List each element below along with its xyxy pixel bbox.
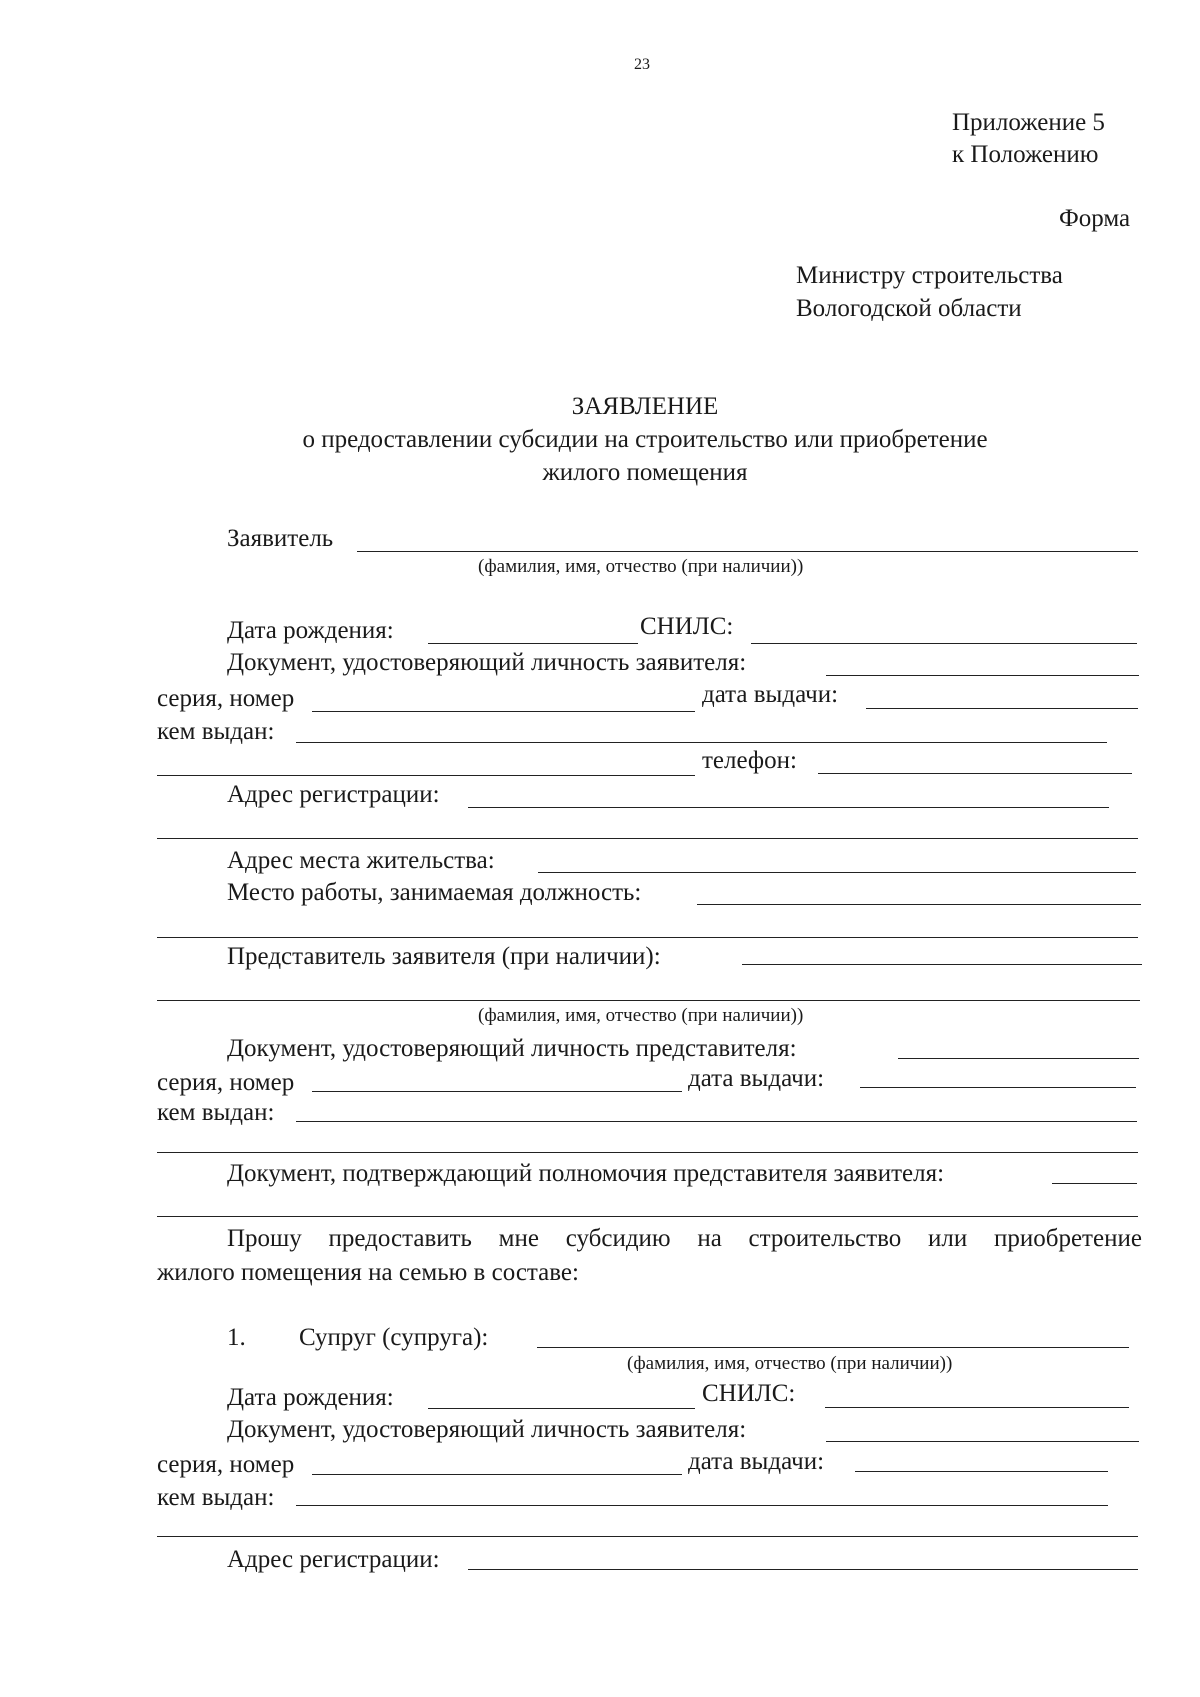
appendix-number: Приложение 5	[952, 109, 1105, 136]
spouse-reg-address-field[interactable]	[468, 1569, 1138, 1570]
spouse-issued-by-label: кем выдан:	[157, 1484, 275, 1511]
spouse-number: 1.	[227, 1324, 246, 1351]
applicant-label: Заявитель	[227, 525, 334, 552]
request-word: на	[697, 1225, 722, 1252]
applicant-residence-address-field[interactable]	[538, 872, 1136, 873]
document-title: ЗАЯВЛЕНИЕ	[571, 393, 719, 420]
appendix-reference: к Положению	[952, 141, 1099, 168]
request-word: или	[928, 1225, 968, 1252]
applicant-snils-label: СНИЛС:	[640, 613, 734, 640]
representative-id-document-field[interactable]	[898, 1058, 1139, 1059]
applicant-issued-by-label: кем выдан:	[157, 718, 275, 745]
applicant-issued-by-field-continued[interactable]	[157, 775, 695, 776]
applicant-workplace-label: Место работы, занимаемая должность:	[227, 879, 642, 906]
spouse-issue-date-label: дата выдачи:	[688, 1448, 825, 1475]
request-paragraph-line-1	[227, 1224, 1142, 1254]
representative-series-number-label: серия, номер	[157, 1069, 295, 1096]
document-subtitle-line-1: о предоставлении субсидии на строительство или приобретение	[302, 426, 988, 453]
spouse-label: Супруг (супруга):	[299, 1324, 489, 1351]
spouse-name-caption: (фамилия, имя, отчество (при наличии))	[627, 1353, 953, 1374]
applicant-issued-by-field[interactable]	[296, 742, 1107, 743]
request-word: мне	[498, 1225, 539, 1252]
representative-authority-doc-field[interactable]	[1052, 1183, 1137, 1184]
representative-id-document-label: Документ, удостоверяющий личность представителя:	[227, 1035, 797, 1062]
request-word: приобретение	[993, 1225, 1142, 1252]
spouse-series-number-field[interactable]	[312, 1474, 682, 1475]
applicant-birth-date-field[interactable]	[428, 643, 638, 644]
page-number: 23	[634, 56, 650, 73]
spouse-issued-by-field[interactable]	[296, 1505, 1108, 1506]
applicant-phone-label: телефон:	[702, 747, 797, 774]
spouse-birth-date-field[interactable]	[428, 1408, 695, 1409]
spouse-birth-date-label: Дата рождения:	[227, 1384, 394, 1411]
request-word: предоставить	[328, 1225, 472, 1252]
applicant-snils-field[interactable]	[751, 643, 1137, 644]
document-subtitle-line-2: жилого помещения	[542, 459, 748, 486]
applicant-id-document-field[interactable]	[826, 675, 1139, 676]
spouse-snils-field[interactable]	[825, 1407, 1129, 1408]
applicant-name-field[interactable]	[357, 551, 1138, 552]
spouse-snils-label: СНИЛС:	[702, 1380, 796, 1407]
spouse-issued-by-field-continued[interactable]	[157, 1536, 1138, 1537]
form-label: Форма	[1059, 205, 1131, 232]
representative-issued-by-label: кем выдан:	[157, 1099, 275, 1126]
representative-issue-date-label: дата выдачи:	[688, 1065, 825, 1092]
applicant-name-caption: (фамилия, имя, отчество (при наличии))	[478, 556, 804, 577]
request-word: строительство	[748, 1225, 902, 1252]
applicant-reg-address-field[interactable]	[468, 807, 1109, 808]
applicant-workplace-field[interactable]	[697, 904, 1141, 905]
addressee-line-1: Министру строительства	[796, 262, 1063, 289]
representative-issued-by-field[interactable]	[296, 1121, 1137, 1122]
representative-name-field-continued[interactable]	[157, 1000, 1140, 1001]
representative-name-field[interactable]	[742, 964, 1142, 965]
applicant-issue-date-field[interactable]	[866, 708, 1138, 709]
representative-name-caption: (фамилия, имя, отчество (при наличии))	[478, 1005, 804, 1026]
applicant-reg-address-label: Адрес регистрации:	[227, 781, 440, 808]
applicant-workplace-field-continued[interactable]	[157, 937, 1138, 938]
spouse-id-document-field[interactable]	[826, 1441, 1139, 1442]
request-paragraph-line-2: жилого помещения на семью в составе:	[157, 1259, 579, 1286]
representative-label: Представитель заявителя (при наличии):	[227, 943, 661, 970]
spouse-series-number-label: серия, номер	[157, 1451, 295, 1478]
request-word: Прошу	[227, 1225, 302, 1252]
applicant-reg-address-field-continued[interactable]	[157, 838, 1138, 839]
representative-issued-by-field-continued[interactable]	[157, 1152, 1138, 1153]
applicant-phone-field[interactable]	[818, 773, 1132, 774]
request-word: субсидию	[565, 1225, 671, 1252]
applicant-series-number-label: серия, номер	[157, 685, 295, 712]
spouse-id-document-label: Документ, удостоверяющий личность заявителя:	[227, 1416, 747, 1443]
representative-authority-doc-field-continued[interactable]	[157, 1216, 1138, 1217]
spouse-name-field[interactable]	[537, 1347, 1129, 1348]
representative-series-number-field[interactable]	[312, 1091, 682, 1092]
applicant-birth-date-label: Дата рождения:	[227, 617, 394, 644]
applicant-series-number-field[interactable]	[312, 711, 695, 712]
applicant-residence-address-label: Адрес места жительства:	[227, 847, 495, 874]
applicant-id-document-label: Документ, удостоверяющий личность заявителя:	[227, 649, 747, 676]
spouse-reg-address-label: Адрес регистрации:	[227, 1546, 440, 1573]
representative-authority-doc-label: Документ, подтверждающий полномочия представителя заявителя:	[227, 1160, 945, 1187]
addressee-line-2: Вологодской области	[796, 295, 1022, 322]
representative-issue-date-field[interactable]	[860, 1087, 1136, 1088]
spouse-issue-date-field[interactable]	[855, 1471, 1108, 1472]
applicant-issue-date-label: дата выдачи:	[702, 681, 839, 708]
